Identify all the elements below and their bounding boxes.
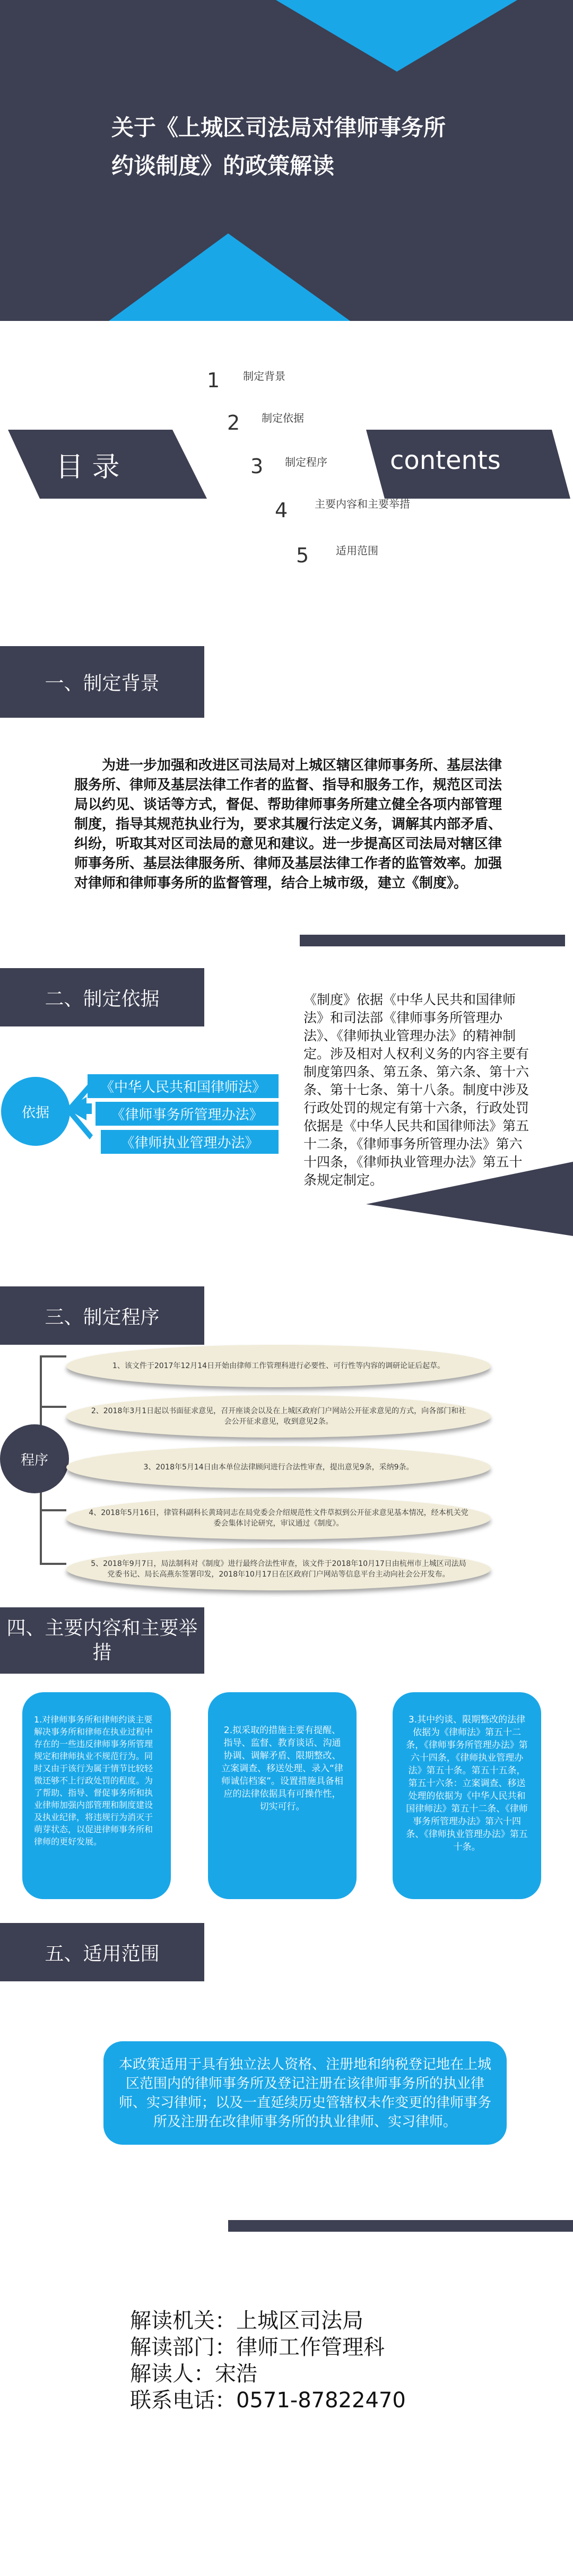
- section5-text: 本政策适用于具有独立法人资格、注册地和纳税登记地在上城区范围内的律师事务所及登记注册在该律师事务所的执业律师、实习律师；以及一直延续历史管辖权未作变更的律师事务所及注册在改律师事务所的执业律师、实习律师。: [118, 2056, 491, 2130]
- measure-card-3: 3.其中约谈、限期整改的法律依据为《律师法》第五十二条，《律师事务所管理办法》第六十四条，《律师执业管理办法》第五十条。第五十五条，第五十六条：立案调查、移送处理的依据为《中华人民共和国律师法》第五十二条、《律师事务所管理办法》第六十四条、《律师执业管理办法》第五十条。: [393, 1692, 541, 1899]
- contact-block: [130, 2308, 406, 2414]
- section5-divider: [228, 2220, 573, 2232]
- process-step-3: 3、2018年5月14日由本单位法律顾问进行合法性审查，提出意见9条，采纳9条。: [66, 1446, 491, 1489]
- toc-number: 5: [296, 544, 309, 567]
- law-pill-3: 《律师执业管理办法》: [101, 1130, 279, 1154]
- process-step-1: 1、该文件于2017年12月14日开始由律师工作管理科进行必要性、可行性等内容的调研论证后起草。: [66, 1345, 491, 1387]
- section1-divider: [300, 935, 565, 946]
- page-title: [111, 109, 515, 185]
- contact-person: 解读人：宋浩: [130, 2362, 257, 2386]
- toc-number: 2: [227, 411, 240, 434]
- toc-number: 4: [275, 499, 288, 522]
- contact-department: 解读部门：律师工作管理科: [130, 2335, 385, 2360]
- scope-box: [103, 2041, 507, 2145]
- measure-card-1: 1.对律师事务所和律师约谈主要解决事务所和律师在执业过程中存在的一些违反律师事务所管理规定和律师执业不规范行为。同时又由于该行为属于情节比较轻微还够不上行政处罚的程度。为了帮助、指导、督促事务所和执业律师加强内部管理和制度建设及执业纪律，将违规行为消灭于萌芽状态，以促进律师事务所和律师的更好发展。: [22, 1692, 171, 1899]
- toc-label: 制定依据: [262, 412, 304, 424]
- basis-circle: [1, 1077, 70, 1146]
- toc-label: 适用范围: [336, 544, 378, 557]
- section5-title: 五、适用范围: [0, 1923, 204, 1981]
- section4-title: [0, 1607, 204, 1674]
- toc-number: 3: [250, 455, 264, 478]
- process-step-4: 4、2018年5月16日，律管科副科长黄琦同志在局党委会介绍规范性文件草拟到公开征求意见基本情况，经本机关党委会集体讨论研究，审议通过《制度》。: [66, 1497, 491, 1539]
- contact-phone: 联系电话：0571-87822470: [130, 2388, 406, 2413]
- toc-right-label: contents: [390, 446, 501, 475]
- law-pill-1: 《中华人民共和国律师法》: [88, 1074, 279, 1098]
- toc-label: 制定背景: [243, 370, 285, 382]
- toc-left-label: 目 录: [56, 451, 120, 483]
- section1-title: 一、制定背景: [0, 646, 204, 718]
- section3-title: 三、制定程序: [0, 1286, 204, 1345]
- process-circle: [0, 1424, 69, 1493]
- process-step-2: 2、2018年3月1日起以书面征求意见，召开座谈会以及在上城区政府门户网站公开征求意见的方式，向各部门和社会公开征求意见，收到意见2条。: [66, 1395, 491, 1438]
- process-circle-label: 程序: [20, 1452, 48, 1468]
- section4-title-line1: 四、主要内容和主要举: [6, 1617, 198, 1639]
- section4-title-line2: 措: [92, 1641, 112, 1664]
- section2-wedge: [366, 1162, 573, 1236]
- contact-agency: 解读机关：上城区司法局: [130, 2309, 363, 2333]
- toc-label: 主要内容和主要举措: [315, 498, 410, 510]
- basis-circle-label: 依据: [21, 1104, 49, 1121]
- process-step-5: 5、2018年9月7日，局法制科对《制度》进行最终合法性审查，该文件于2018年10月17日由杭州市上城区司法局党委书记、局长高燕东签署印发，2018年10月17日在区政府门户网站等信息平台主动向社会公开发布。: [66, 1548, 491, 1590]
- toc-label: 制定程序: [285, 456, 327, 468]
- section1-text: 为进一步加强和改进区司法局对上城区辖区律师事务所、基层法律服务所、律师及基层法律工作者的监督、指导和服务工作，规范区司法局以约见、谈话等方式，督促、帮助律师事务所建立健全各项内部管理制度，指导其规范执业行为，要求其履行法定义务，调解其内部矛盾、纠纷，听取其对区司法局的意见和建议。进一步提高区司法局对辖区律师事务所、基层法律服务所、律师及基层法律工作者的监管效率。加强对律师和律师事务所的监督管理，结合上城市级，建立《制度》。: [74, 758, 502, 891]
- title-line-1: 关于《上城区司法局对律师事务所: [111, 115, 446, 141]
- toc-number: 1: [207, 369, 220, 392]
- section2-title: 二、制定依据: [0, 968, 204, 1026]
- section2-text: 《制度》依据《中华人民共和国律师法》和司法部《律师事务所管理办法》、《律师执业管理办法》的精神制定。涉及相对人权利义务的内容主要有制度第四条、第五条、第六条、第十六条、第十七条、第十八条。制度中涉及行政处罚的规定有第十六条，行政处罚依据是《中华人民共和国律师法》第五十二条，《律师事务所管理办法》第六十四条，《律师执业管理办法》第五十条规定制定。: [303, 992, 529, 1188]
- measure-card-2: 2.拟采取的措施主要有提醒、指导、监督、教育谈话、沟通协调、调解矛盾、限期整改、立案调查、移送处理、录入“律师诚信档案”。设置措施具备相应的法律依据具有可操作性，切实可行。: [208, 1692, 357, 1899]
- title-line-2: 约谈制度》的政策解读: [111, 153, 335, 179]
- law-pill-2: 《律师事务所管理办法》: [96, 1102, 279, 1126]
